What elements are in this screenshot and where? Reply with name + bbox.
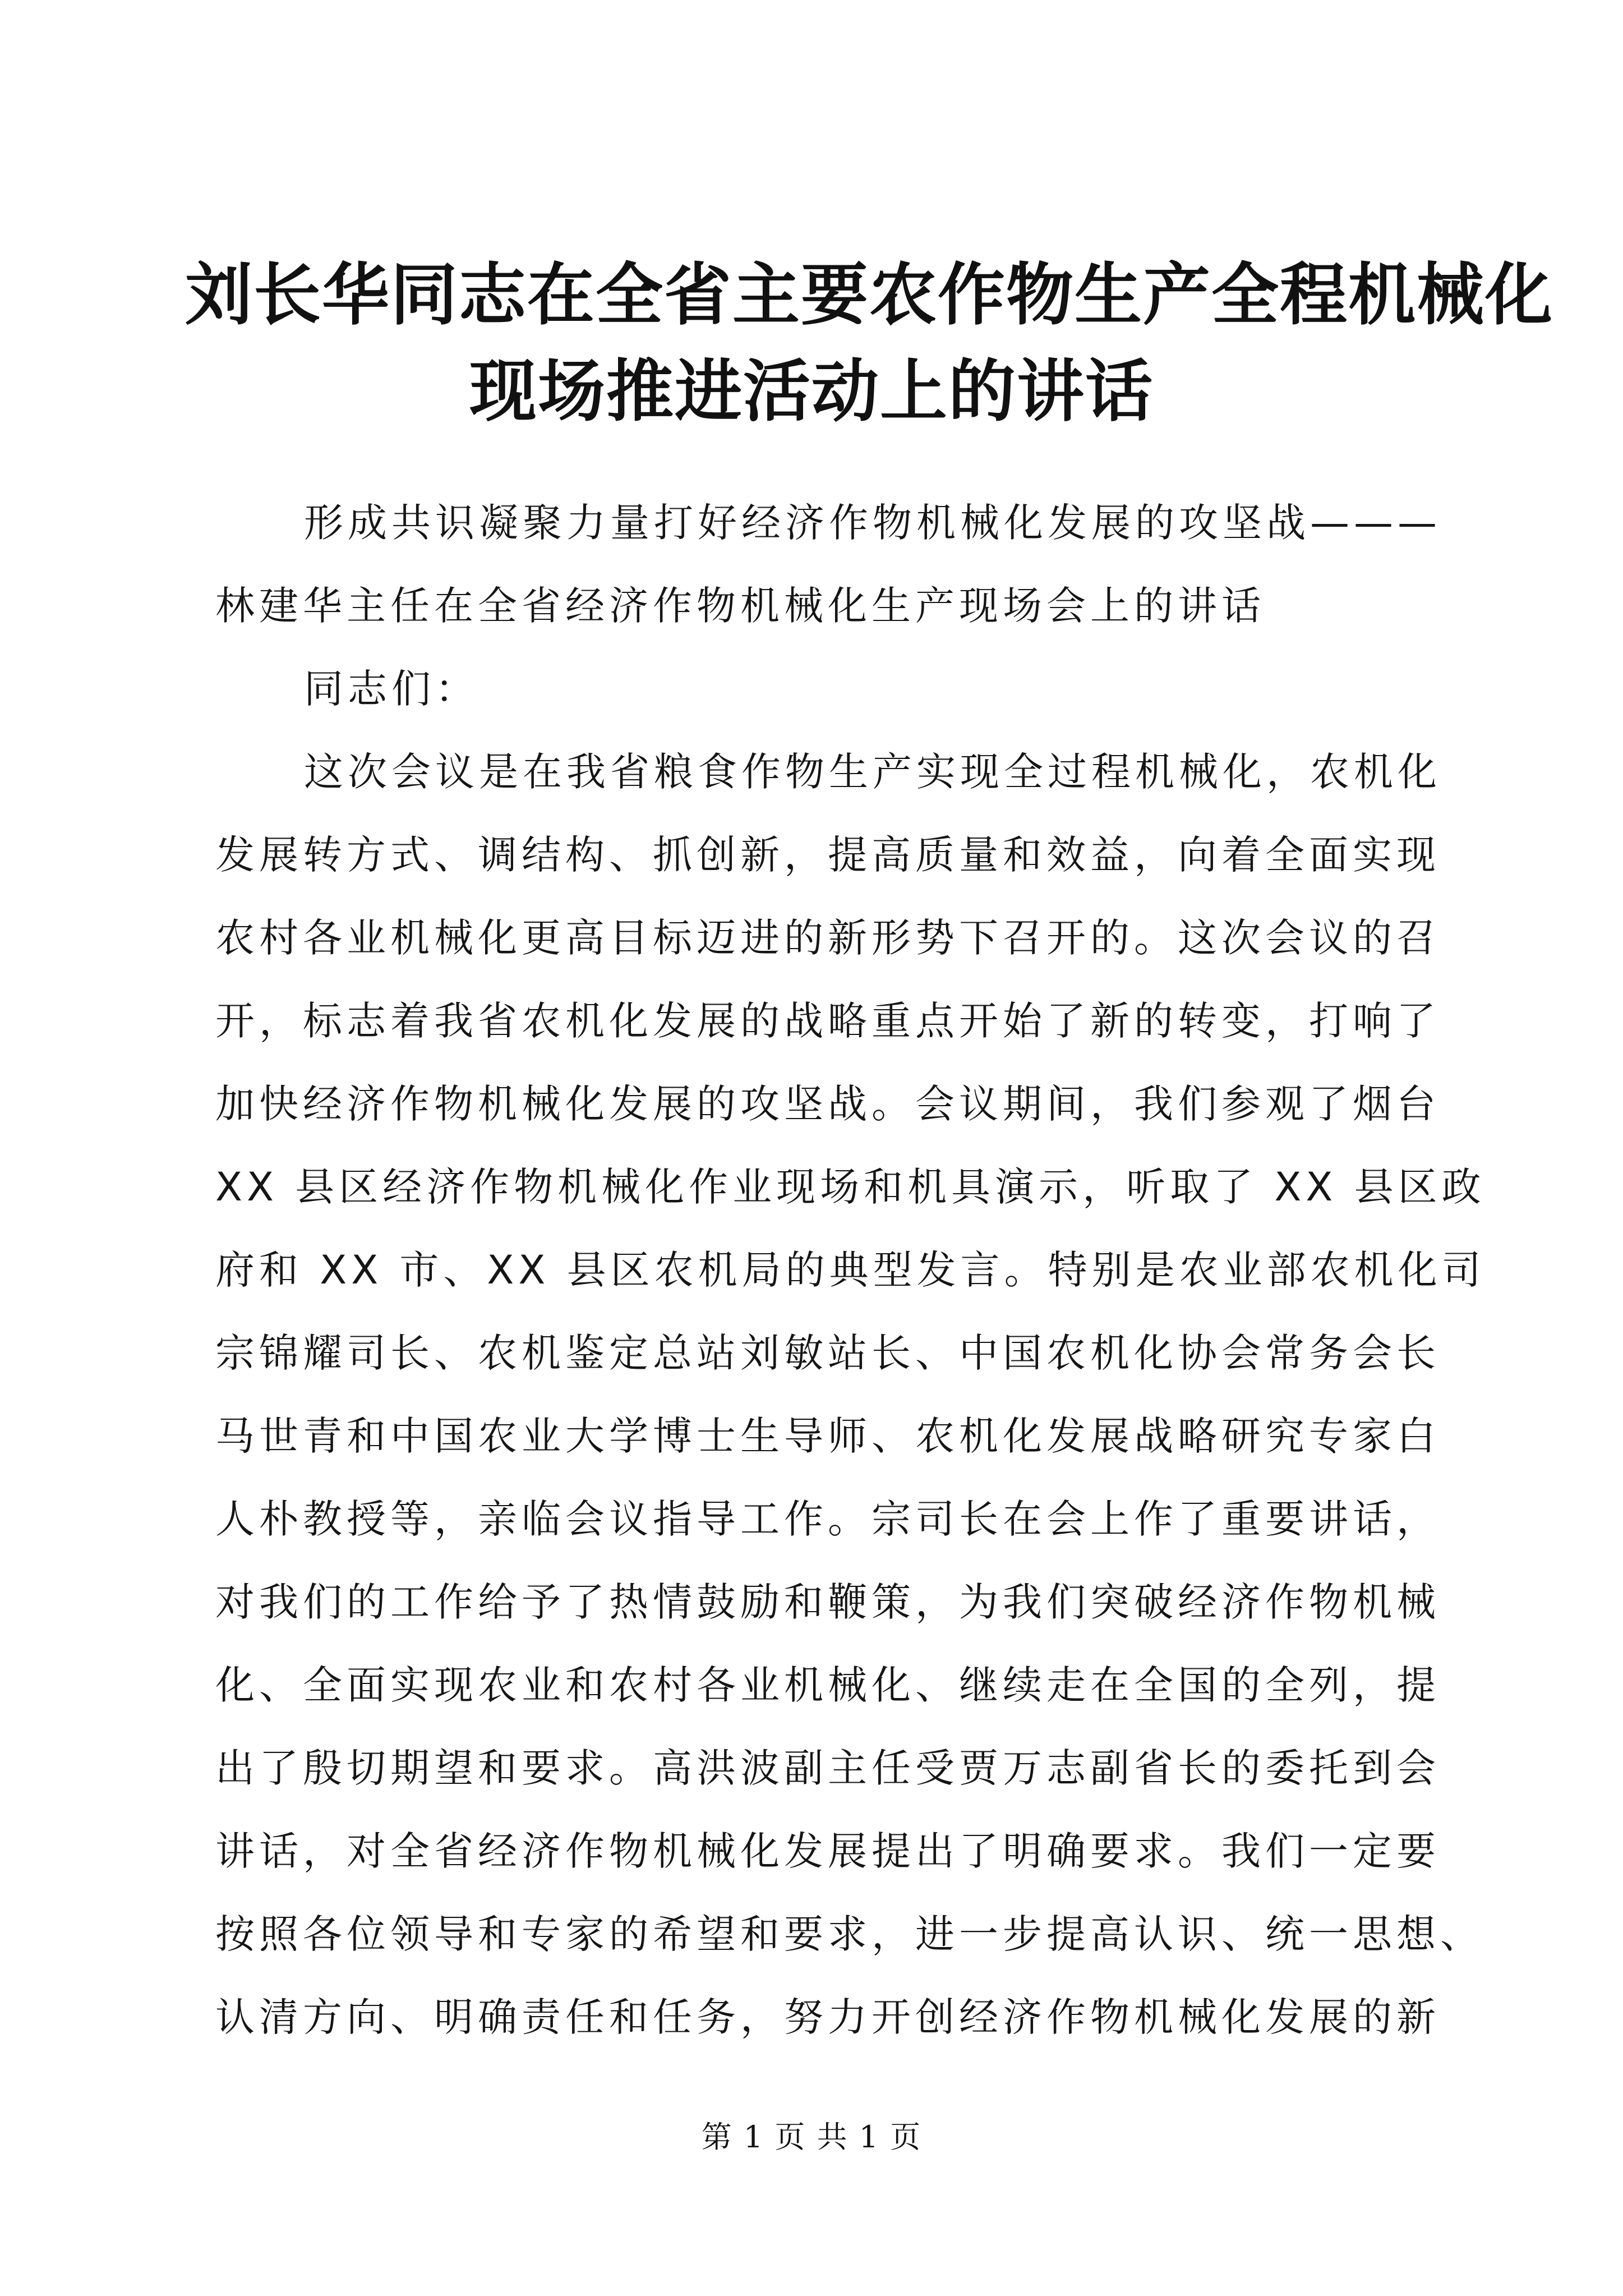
paragraph-line: 这次会议是在我省粮食作物生产实现全过程机械化，农机化	[304, 749, 1441, 795]
paragraph-line: 讲话，对全省经济作物机械化发展提出了明确要求。我们一定要	[215, 1828, 1440, 1874]
page-footer: 第 1 页 共 1 页	[701, 2119, 922, 2155]
salutation: 同志们：	[304, 666, 479, 712]
paragraph-line: 对我们的工作给予了热情鼓励和鞭策，为我们突破经济作物机械	[215, 1579, 1440, 1625]
paragraph-line: 按照各位领导和专家的希望和要求，进一步提高认识、统一思想、	[215, 1911, 1484, 1957]
paragraph-line: 宗锦耀司长、农机鉴定总站刘敏站长、中国农机化协会常务会长	[215, 1330, 1440, 1376]
paragraph-line: 认清方向、明确责任和任务，努力开创经济作物机械化发展的新	[215, 1994, 1440, 2040]
subtitle-line-1: 形成共识凝聚力量打好经济作物机械化发展的攻坚战———	[304, 500, 1441, 546]
paragraph-line: 府和 XX 市、XX 县区农机局的典型发言。特别是农业部农机化司	[215, 1247, 1486, 1293]
paragraph-line: 化、全面实现农业和农村各业机械化、继续走在全国的全列，提	[215, 1662, 1440, 1708]
paragraph-line: 发展转方式、调结构、抓创新，提高质量和效益，向着全面实现	[215, 832, 1440, 878]
paragraph-line: 马世青和中国农业大学博士生导师、农机化发展战略研究专家白	[215, 1413, 1440, 1459]
title-line-2: 现场推进活动上的讲话	[469, 352, 1154, 431]
document-body	[215, 481, 1486, 2059]
title-line-1: 刘长华同志在全省主要农作物生产全程机械化	[185, 255, 1553, 334]
paragraph-line: 开，标志着我省农机化发展的战略重点开始了新的转变，打响了	[215, 998, 1440, 1044]
paragraph-line: 人朴教授等，亲临会议指导工作。宗司长在会上作了重要讲话，	[215, 1496, 1440, 1542]
document-title	[185, 247, 1553, 440]
paragraph-line: XX 县区经济作物机械化作业现场和机具演示，听取了 XX 县区政	[215, 1164, 1486, 1210]
paragraph-line: 出了殷切期望和要求。高洪波副主任受贾万志副省长的委托到会	[215, 1745, 1440, 1791]
subtitle-line-2: 林建华主任在全省经济作物机械化生产现场会上的讲话	[215, 583, 1265, 629]
paragraph-line: 农村各业机械化更高目标迈进的新形势下召开的。这次会议的召	[215, 915, 1440, 961]
paragraph-line: 加快经济作物机械化发展的攻坚战。会议期间，我们参观了烟台	[215, 1081, 1440, 1127]
